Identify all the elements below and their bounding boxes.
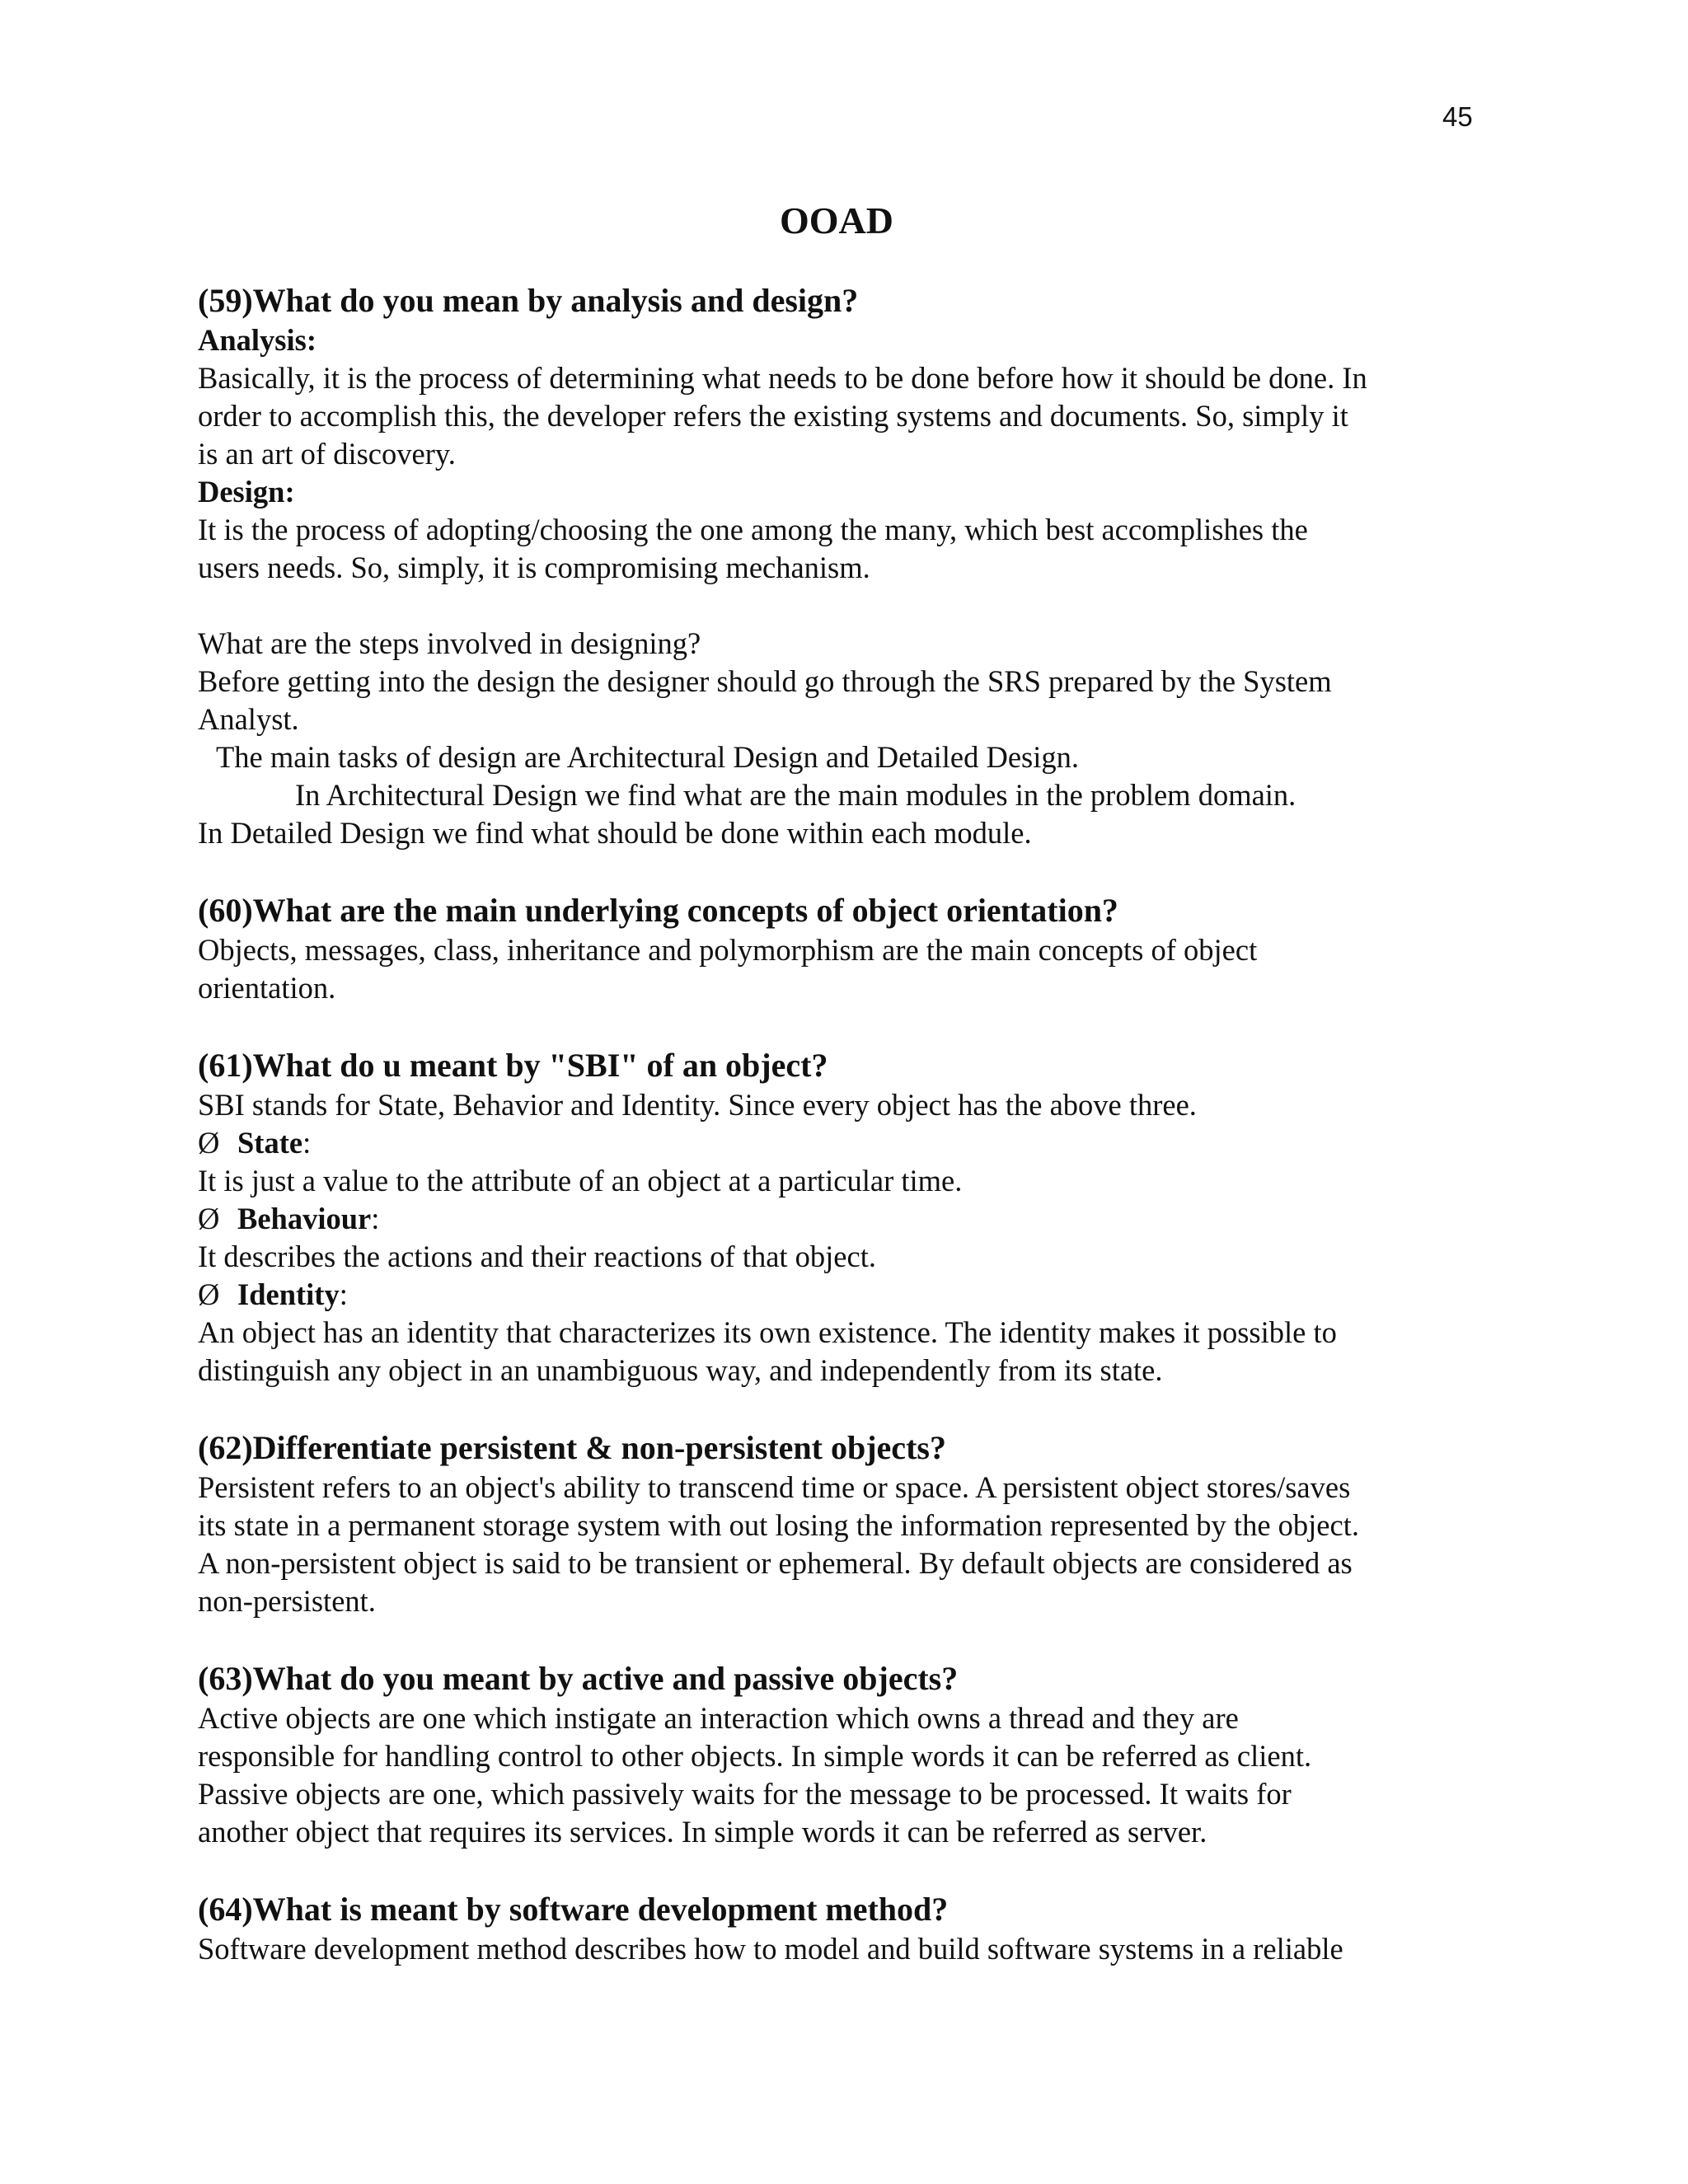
analysis-line: is an art of discovery. bbox=[198, 437, 456, 471]
answer-line: its state in a permanent storage system with out losing the information represented by the object. bbox=[198, 1508, 1359, 1542]
answer-line: non-persistent. bbox=[198, 1584, 376, 1618]
bullet-symbol: Ø bbox=[198, 1202, 220, 1235]
state-label: State bbox=[237, 1126, 303, 1160]
identity-text: distinguish any object in an unambiguous way, and independently from its state. bbox=[198, 1353, 1163, 1387]
bullet-state bbox=[198, 1124, 1484, 1162]
design-steps-line: The main tasks of design are Architectural Design and Detailed Design. bbox=[216, 740, 1080, 774]
identity-text: An object has an identity that characterizes its own existence. The identity makes it possible to bbox=[198, 1315, 1337, 1349]
analysis-line: Basically, it is the process of determining what needs to be done before how it should be done. In bbox=[198, 361, 1367, 395]
sbi-intro: SBI stands for State, Behavior and Identity. Since every object has the above three. bbox=[198, 1088, 1197, 1122]
state-text: It is just a value to the attribute of an object at a particular time. bbox=[198, 1164, 963, 1197]
design-steps-line: In Detailed Design we find what should be done within each module. bbox=[198, 816, 1032, 850]
bullet-symbol: Ø bbox=[198, 1277, 220, 1311]
answer-line: Active objects are one which instigate an interaction which owns a thread and they are bbox=[198, 1701, 1239, 1735]
document-body bbox=[198, 280, 1484, 1968]
question-63-heading: (63)What do you meant by active and passive objects? bbox=[198, 1660, 959, 1697]
answer-line: orientation. bbox=[198, 971, 336, 1005]
colon: : bbox=[339, 1277, 348, 1311]
answer-line: Passive objects are one, which passively waits for the message to be processed. It waits for bbox=[198, 1777, 1292, 1811]
identity-label: Identity bbox=[237, 1277, 340, 1311]
answer-line: responsible for handling control to other objects. In simple words it can be referred as client. bbox=[198, 1739, 1312, 1773]
question-60-heading: (60)What are the main underlying concepts of object orientation? bbox=[198, 892, 1118, 929]
answer-line: A non-persistent object is said to be transient or ephemeral. By default objects are considered as bbox=[198, 1546, 1353, 1580]
design-line: users needs. So, simply, it is compromising mechanism. bbox=[198, 551, 870, 584]
behaviour-label: Behaviour bbox=[237, 1202, 372, 1235]
question-64-heading: (64)What is meant by software development method? bbox=[198, 1891, 949, 1928]
answer-line: Objects, messages, class, inheritance and polymorphism are the main concepts of object bbox=[198, 933, 1258, 967]
bullet-identity bbox=[198, 1276, 1484, 1314]
question-59-heading: (59)What do you mean by analysis and design? bbox=[198, 282, 859, 319]
design-steps-line: In Architectural Design we find what are the main modules in the problem domain. bbox=[295, 778, 1296, 812]
answer-line: another object that requires its services. In simple words it can be referred as server. bbox=[198, 1815, 1207, 1849]
design-label: Design: bbox=[198, 475, 295, 509]
question-61-heading: (61)What do u meant by "SBI" of an object? bbox=[198, 1047, 828, 1084]
bullet-behaviour bbox=[198, 1200, 1484, 1238]
design-steps-line: Before getting into the design the designer should go through the SRS prepared by the System bbox=[198, 664, 1332, 698]
answer-line: Persistent refers to an object's ability to transcend time or space. A persistent object stores/saves bbox=[198, 1470, 1351, 1504]
question-62-heading: (62)Differentiate persistent & non-persistent objects? bbox=[198, 1429, 946, 1466]
design-line: It is the process of adopting/choosing the one among the many, which best accomplishes the bbox=[198, 513, 1308, 546]
page-number: 45 bbox=[1442, 101, 1473, 132]
design-steps-line: What are the steps involved in designing? bbox=[198, 626, 701, 660]
design-steps-line: Analyst. bbox=[198, 702, 299, 736]
colon: : bbox=[302, 1126, 312, 1160]
answer-line: Software development method describes how to model and build software systems in a reliable bbox=[198, 1932, 1343, 1966]
bullet-symbol: Ø bbox=[198, 1126, 220, 1160]
behaviour-text: It describes the actions and their reactions of that object. bbox=[198, 1240, 876, 1273]
colon: : bbox=[371, 1202, 380, 1235]
analysis-label: Analysis: bbox=[198, 323, 317, 357]
document-title: OOAD bbox=[780, 199, 893, 241]
analysis-line: order to accomplish this, the developer refers the existing systems and documents. So, simply it bbox=[198, 399, 1348, 433]
